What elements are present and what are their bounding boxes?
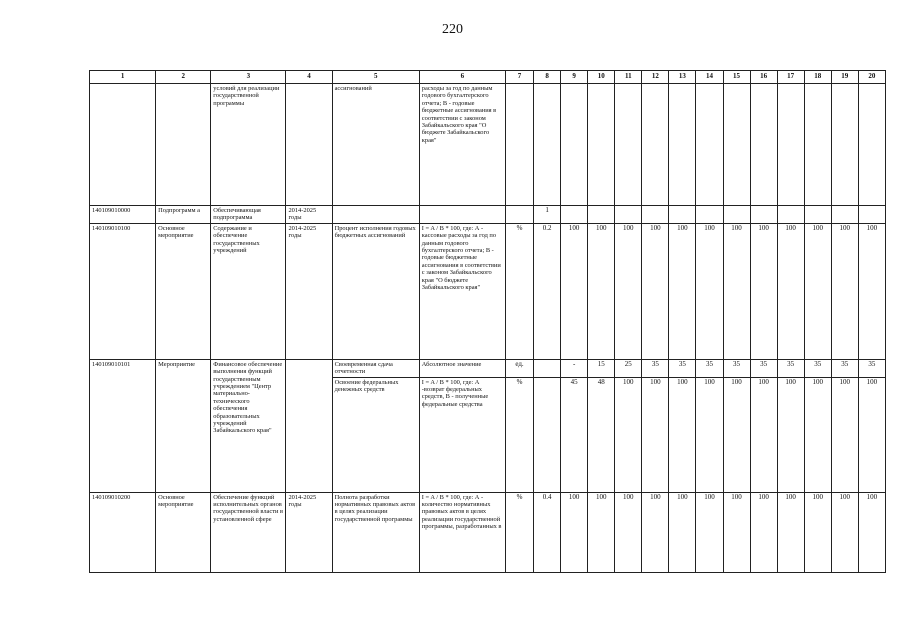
- header-cell: 19: [831, 71, 858, 84]
- header-cell: 13: [669, 71, 696, 84]
- value-cell: [642, 206, 669, 224]
- value-cell: [750, 206, 777, 224]
- header-cell: 16: [750, 71, 777, 84]
- value-cell: 100: [642, 492, 669, 572]
- value-cell: 15: [588, 359, 615, 377]
- value-cell: [831, 84, 858, 206]
- value-cell: [534, 84, 561, 206]
- value-cell: 100: [723, 492, 750, 572]
- code-cell: [90, 84, 156, 206]
- value-cell: [615, 206, 642, 224]
- value-cell: [642, 84, 669, 206]
- value-cell: 100: [831, 377, 858, 492]
- value-cell: 100: [696, 377, 723, 492]
- value-cell: [534, 359, 561, 377]
- name-cell: Обеспечивающая подпрограмма: [211, 206, 286, 224]
- unit-cell: %: [506, 492, 534, 572]
- value-cell: [777, 84, 804, 206]
- value-cell: [561, 206, 588, 224]
- value-cell: 100: [588, 223, 615, 359]
- unit-cell: [506, 84, 534, 206]
- formula-cell: Абсолютное значение: [419, 359, 505, 377]
- indicator-cell: [332, 206, 419, 224]
- header-cell: 15: [723, 71, 750, 84]
- value-cell: [750, 84, 777, 206]
- value-cell: [858, 206, 885, 224]
- value-cell: -: [561, 359, 588, 377]
- header-cell: 7: [506, 71, 534, 84]
- value-cell: [777, 206, 804, 224]
- value-cell: [723, 206, 750, 224]
- type-cell: Основное мероприятие: [156, 223, 211, 359]
- value-cell: 25: [615, 359, 642, 377]
- table-row: [90, 206, 886, 224]
- value-cell: [804, 84, 831, 206]
- formula-cell: расходы за год по данным годового бухгалтерского отчета; В - годовые бюджетные ассигнования в соответствии с законом Забайкальского края "О бюджете Забайкальского края": [419, 84, 505, 206]
- value-cell: 35: [696, 359, 723, 377]
- code-cell: 140109010200: [90, 492, 156, 572]
- value-cell: [588, 206, 615, 224]
- header-cell: 17: [777, 71, 804, 84]
- value-cell: 0.2: [534, 223, 561, 359]
- code-cell: 140109010101: [90, 359, 156, 492]
- value-cell: 100: [858, 377, 885, 492]
- value-cell: 100: [669, 223, 696, 359]
- header-cell: 10: [588, 71, 615, 84]
- header-cell: 14: [696, 71, 723, 84]
- value-cell: [669, 84, 696, 206]
- years-cell: [286, 84, 332, 206]
- value-cell: 100: [696, 223, 723, 359]
- value-cell: 1: [534, 206, 561, 224]
- code-cell: 140109010000: [90, 206, 156, 224]
- header-cell: 4: [286, 71, 332, 84]
- value-cell: 100: [615, 223, 642, 359]
- type-cell: [156, 84, 211, 206]
- value-cell: 0.4: [534, 492, 561, 572]
- value-cell: 100: [669, 377, 696, 492]
- value-cell: 100: [750, 223, 777, 359]
- value-cell: 100: [561, 492, 588, 572]
- value-cell: 100: [750, 492, 777, 572]
- value-cell: 100: [561, 223, 588, 359]
- value-cell: 100: [777, 377, 804, 492]
- type-cell: Подпрограмм а: [156, 206, 211, 224]
- type-cell: Мероприятие: [156, 359, 211, 492]
- value-cell: [561, 84, 588, 206]
- value-cell: [723, 84, 750, 206]
- indicator-cell: Освоение федеральных денежных средств: [332, 377, 419, 492]
- header-row: [90, 71, 886, 84]
- value-cell: 100: [723, 377, 750, 492]
- years-cell: [286, 359, 332, 492]
- value-cell: 45: [561, 377, 588, 492]
- value-cell: [534, 377, 561, 492]
- indicator-cell: Процент исполнения годовых бюджетных ассигнований: [332, 223, 419, 359]
- value-cell: [696, 206, 723, 224]
- name-cell: условий для реализации государственной программы: [211, 84, 286, 206]
- table-row: [90, 84, 886, 206]
- value-cell: 48: [588, 377, 615, 492]
- formula-cell: I = A / B * 100, где: А -возврат федеральных средств, В - полученные федеральные средства: [419, 377, 505, 492]
- table-row: [90, 359, 886, 377]
- page-number: 220: [442, 22, 463, 37]
- name-cell: Финансовое обеспечение выполнения функций государственным учреждением "Центр материально-технического обеспечения образовательных учреждений Забайкальского края": [211, 359, 286, 492]
- header-cell: 3: [211, 71, 286, 84]
- formula-cell: I = A / B * 100, где: А - кассовые расходы за год по данным годового бухгалтерского отчета; В - годовые бюджетные ассигнования в соответствии с законом Забайкальского края "О бюджете Забайкальского края": [419, 223, 505, 359]
- header-cell: 5: [332, 71, 419, 84]
- value-cell: [615, 84, 642, 206]
- value-cell: 100: [804, 492, 831, 572]
- value-cell: 100: [858, 492, 885, 572]
- value-cell: 35: [750, 359, 777, 377]
- indicator-cell: ассигнований: [332, 84, 419, 206]
- years-cell: 2014-2025 годы: [286, 492, 332, 572]
- value-cell: 100: [777, 492, 804, 572]
- value-cell: 100: [642, 223, 669, 359]
- value-cell: 35: [642, 359, 669, 377]
- header-cell: 11: [615, 71, 642, 84]
- value-cell: 100: [588, 492, 615, 572]
- name-cell: Обеспечение функций исполнительных органов государственной власти в установленной сфере: [211, 492, 286, 572]
- value-cell: [696, 84, 723, 206]
- value-cell: 100: [615, 492, 642, 572]
- value-cell: 100: [723, 223, 750, 359]
- value-cell: 100: [696, 492, 723, 572]
- value-cell: 100: [615, 377, 642, 492]
- header-cell: 1: [90, 71, 156, 84]
- code-cell: 140109010100: [90, 223, 156, 359]
- value-cell: 35: [858, 359, 885, 377]
- header-cell: 9: [561, 71, 588, 84]
- header-cell: 8: [534, 71, 561, 84]
- value-cell: [588, 84, 615, 206]
- table-row: [90, 492, 886, 572]
- value-cell: 35: [831, 359, 858, 377]
- table-row: [90, 223, 886, 359]
- years-cell: 2014-2025 годы: [286, 206, 332, 224]
- indicator-table: [89, 70, 886, 573]
- header-cell: 12: [642, 71, 669, 84]
- unit-cell: %: [506, 377, 534, 492]
- value-cell: [831, 206, 858, 224]
- value-cell: 35: [777, 359, 804, 377]
- value-cell: [858, 84, 885, 206]
- formula-cell: [419, 206, 505, 224]
- value-cell: 100: [777, 223, 804, 359]
- indicator-cell: Своевременная сдача отчетности: [332, 359, 419, 377]
- value-cell: 100: [858, 223, 885, 359]
- value-cell: [804, 206, 831, 224]
- value-cell: 100: [750, 377, 777, 492]
- indicator-cell: Полнота разработки нормативных правовых актов в целях реализации государственной программы: [332, 492, 419, 572]
- value-cell: 100: [669, 492, 696, 572]
- header-cell: 18: [804, 71, 831, 84]
- value-cell: [669, 206, 696, 224]
- header-cell: 20: [858, 71, 885, 84]
- header-cell: 2: [156, 71, 211, 84]
- formula-cell: I = A / B * 100, где: А - количество нормативных правовых актов в целях реализации государственной программы, разработанных в: [419, 492, 505, 572]
- value-cell: 100: [804, 223, 831, 359]
- unit-cell: ед.: [506, 359, 534, 377]
- value-cell: 35: [723, 359, 750, 377]
- value-cell: 100: [642, 377, 669, 492]
- header-cell: 6: [419, 71, 505, 84]
- value-cell: 35: [804, 359, 831, 377]
- years-cell: 2014-2025 годы: [286, 223, 332, 359]
- unit-cell: [506, 206, 534, 224]
- value-cell: 100: [831, 492, 858, 572]
- value-cell: 100: [831, 223, 858, 359]
- type-cell: Основное мероприятие: [156, 492, 211, 572]
- value-cell: 100: [804, 377, 831, 492]
- value-cell: 35: [669, 359, 696, 377]
- name-cell: Содержание и обеспечение государственных учреждений: [211, 223, 286, 359]
- unit-cell: %: [506, 223, 534, 359]
